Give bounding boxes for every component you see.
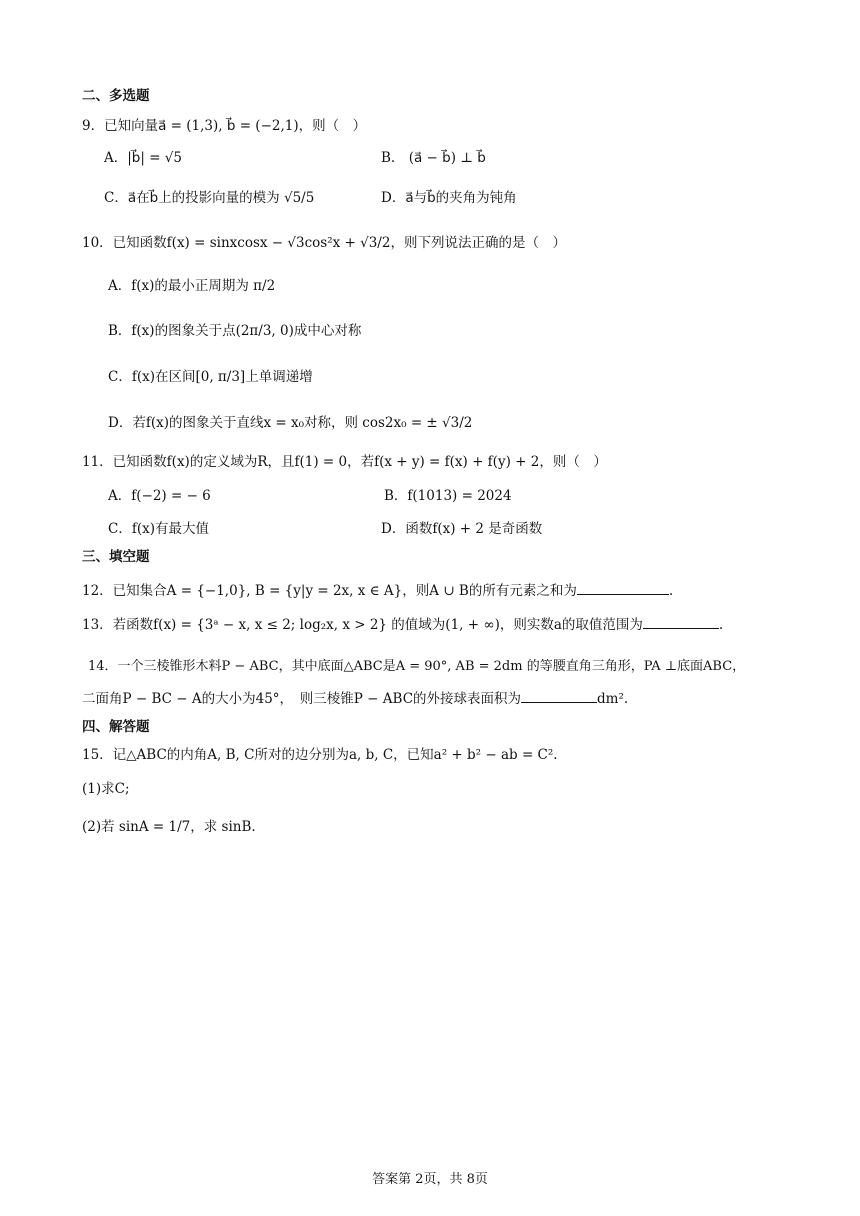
question-14-line-1: 14．一个三棱锥形木料P − ABC，其中底面△ABC是A = 90°, AB = 2dm 的等腰直角三角形，PA ⊥底面ABC，	[88, 659, 746, 674]
question-10-stem: 10．已知函数f(x) = sinxcosx − √3cos²x + √3/2，则下列说法正确的是（ ）	[82, 235, 566, 251]
question-15-part-2: (2)若 sinA = 1/7，求 sinB.	[82, 819, 256, 835]
answer-blank	[643, 616, 719, 629]
question-10-option-c: C．f(x)在区间[0, π/3]上单调递增	[108, 369, 313, 385]
answer-blank	[521, 690, 597, 703]
question-11-option-a: A．f(−2) = − 6	[108, 488, 211, 504]
answer-blank	[577, 582, 669, 595]
question-13	[82, 616, 723, 634]
question-13-text: 13．若函数f(x) = {3ᵃ − x, x ≤ 2; log₂x, x > 2} 的值域为(1, + ∞)，则实数a的取值范围为	[82, 617, 643, 633]
question-15-part-1: (1)求C;	[82, 781, 130, 797]
question-11-option-c: C．f(x)有最大值	[108, 521, 209, 537]
question-10-option-a: A．f(x)的最小正周期为 π/2	[108, 278, 276, 294]
section-heading-multiple-choice: 二、多选题	[82, 88, 150, 104]
question-12	[82, 582, 673, 600]
section-heading-solutions: 四、解答题	[82, 719, 150, 735]
question-11-option-b: B．f(1013) = 2024	[384, 488, 512, 504]
question-9-stem: 9．已知向量a⃗ = (1,3), b⃗ = (−2,1)，则（ ）	[82, 118, 367, 134]
question-11-stem: 11．已知函数f(x)的定义域为R，且f(1) = 0，若f(x + y) = f(x) + f(y) + 2，则（ ）	[82, 454, 607, 470]
question-10-option-b: B．f(x)的图象关于点(2π/3, 0)成中心对称	[108, 323, 362, 339]
question-15-stem: 15．记△ABC的内角A, B, C所对的边分别为a, b, C，已知a² + b² − ab = C².	[82, 747, 558, 763]
section-heading-fill-in: 三、填空题	[82, 549, 150, 565]
question-14-text: 二面角P − BC − A的大小为45°， 则三棱锥P − ABC的外接球表面积为	[82, 691, 522, 707]
page-footer: 答案第 2页，共 8页	[372, 1172, 488, 1187]
question-14-line-2	[82, 690, 628, 708]
question-9-option-c: C．a⃗在b⃗上的投影向量的模为 √5/5	[104, 190, 315, 206]
question-13-end: .	[718, 617, 724, 633]
question-9-option-b: B. (a⃗ − b⃗) ⊥ b⃗	[381, 150, 486, 166]
question-9-option-a: A．|b⃗| = √5	[104, 150, 183, 166]
question-10-option-d: D．若f(x)的图象关于直线x = x₀对称，则 cos2x₀ = ± √3/2	[108, 415, 473, 431]
question-12-end: .	[668, 583, 674, 599]
question-12-text: 12．已知集合A = {−1,0}, B = {y|y = 2x, x ∈ A}，则A ∪ B的所有元素之和为	[82, 583, 577, 599]
question-11-option-d: D．函数f(x) + 2 是奇函数	[381, 521, 543, 537]
question-9-option-d: D．a⃗与b⃗的夹角为钝角	[381, 190, 517, 206]
question-14-unit: dm².	[597, 691, 629, 707]
